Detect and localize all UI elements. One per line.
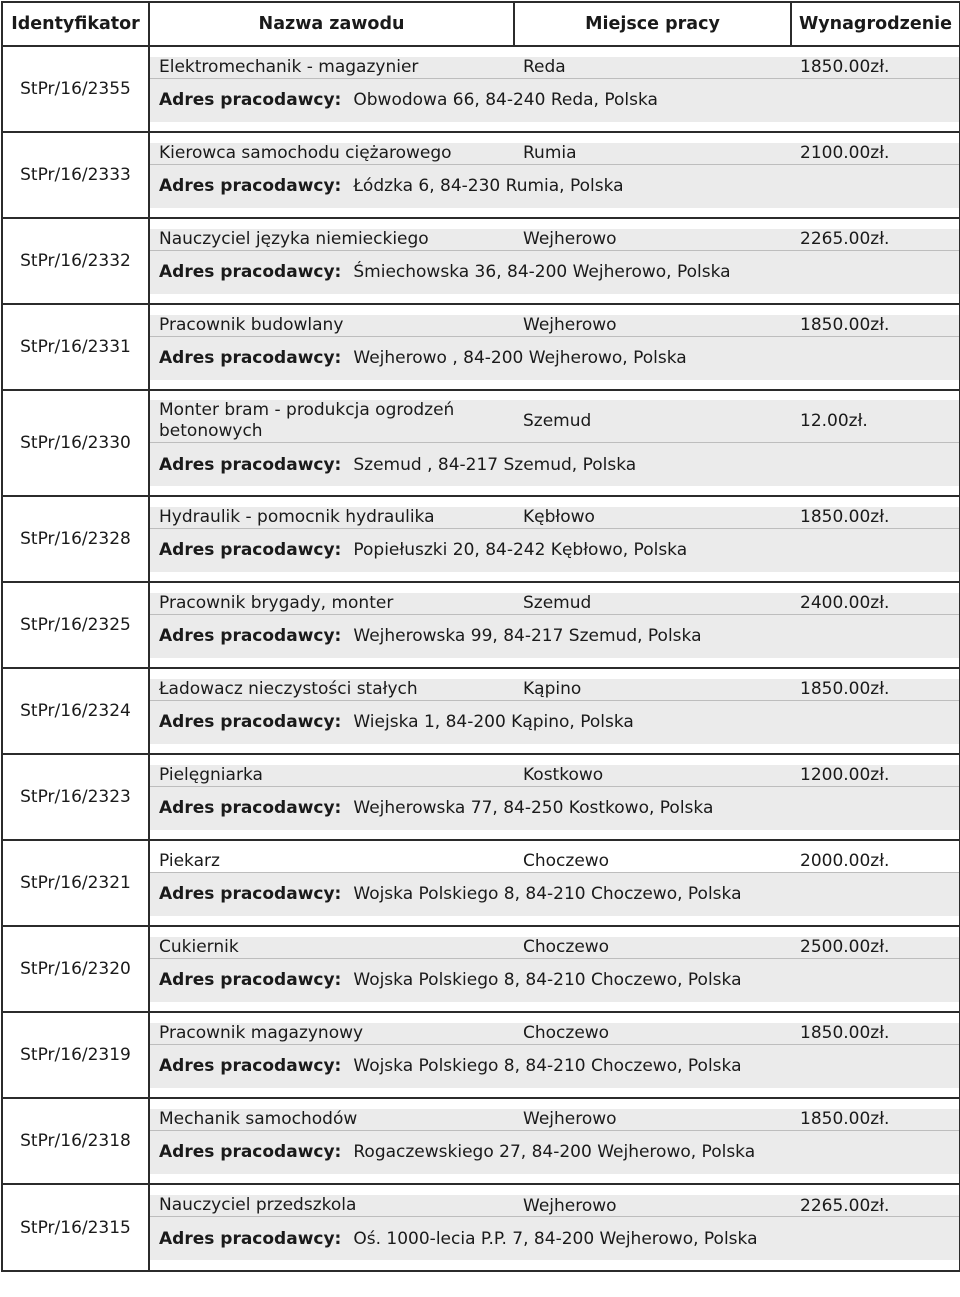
employer-address: Wejherowo , 84-200 Wejherowo, Polska	[353, 348, 687, 368]
address-label: Adres pracodawcy:	[159, 1142, 342, 1162]
employer-address: Popiełuszki 20, 84-242 Kębłowo, Polska	[353, 540, 688, 560]
job-name: Pielęgniarka	[159, 764, 263, 785]
offer-id: StPr/16/2328	[2, 496, 149, 582]
job-place: Choczewo	[523, 1023, 610, 1043]
employer-address: Wojska Polskiego 8, 84-210 Choczewo, Polska	[353, 884, 742, 904]
job-salary: 1850.00zł.	[800, 315, 890, 335]
offer-address-line	[150, 79, 959, 122]
offer-address-line	[150, 615, 959, 658]
table-row	[2, 304, 960, 390]
job-salary: 1850.00zł.	[800, 57, 890, 77]
job-salary: 1850.00zł.	[800, 679, 890, 699]
address-label: Adres pracodawcy:	[159, 90, 342, 110]
address-label: Adres pracodawcy:	[159, 454, 342, 475]
address-label: Adres pracodawcy:	[159, 176, 342, 196]
offer-details	[149, 926, 960, 1012]
job-salary: 2100.00zł.	[800, 143, 890, 163]
table-row	[2, 582, 960, 668]
header-place: Miejsce pracy	[514, 2, 791, 46]
header-salary: Wynagrodzenie	[791, 2, 960, 46]
job-salary: 1850.00zł.	[800, 1023, 890, 1043]
offer-address-line	[150, 1217, 959, 1260]
job-name: Pracownik budowlany	[159, 314, 344, 335]
offer-main-line	[150, 507, 959, 529]
offer-id: StPr/16/2331	[2, 304, 149, 390]
job-name: Monter bram - produkcja ogrodzeń betonowych	[159, 400, 455, 441]
job-place: Wejherowo	[523, 1195, 617, 1216]
job-salary: 2500.00zł.	[800, 937, 890, 957]
detail-block	[150, 143, 959, 208]
offer-main-line	[150, 765, 959, 787]
employer-address: Wojska Polskiego 8, 84-210 Choczewo, Polska	[353, 1056, 742, 1076]
job-name: Piekarz	[159, 850, 220, 871]
offer-id: StPr/16/2323	[2, 754, 149, 840]
address-label: Adres pracodawcy:	[159, 262, 342, 282]
table-row	[2, 390, 960, 496]
job-place: Choczewo	[523, 851, 610, 871]
offer-details	[149, 46, 960, 132]
table-row	[2, 1098, 960, 1184]
employer-address: Śmiechowska 36, 84-200 Wejherowo, Polska	[353, 262, 731, 282]
header-row	[2, 2, 960, 46]
offer-details	[149, 754, 960, 840]
offer-details	[149, 218, 960, 304]
detail-block	[150, 765, 959, 830]
table-row	[2, 840, 960, 926]
employer-address: Wiejska 1, 84-200 Kąpino, Polska	[353, 712, 634, 732]
address-label: Adres pracodawcy:	[159, 348, 342, 368]
offer-details	[149, 390, 960, 496]
offer-id: StPr/16/2355	[2, 46, 149, 132]
offer-address-line	[150, 1131, 959, 1174]
offer-main-line	[150, 400, 959, 443]
offer-main-line	[150, 593, 959, 615]
detail-block	[150, 507, 959, 572]
employer-address: Wejherowska 77, 84-250 Kostkowo, Polska	[353, 798, 714, 818]
detail-block	[150, 315, 959, 380]
job-place: Wejherowo	[523, 1109, 617, 1129]
offer-address-line	[150, 165, 959, 208]
detail-block	[150, 851, 959, 916]
address-label: Adres pracodawcy:	[159, 884, 342, 904]
offer-id: StPr/16/2319	[2, 1012, 149, 1098]
offer-address-line	[150, 529, 959, 572]
job-place: Kostkowo	[523, 765, 604, 785]
offer-details	[149, 1098, 960, 1184]
offer-address-line	[150, 1045, 959, 1088]
table-row	[2, 218, 960, 304]
job-place: Wejherowo	[523, 229, 617, 249]
table-row	[2, 496, 960, 582]
detail-block	[150, 57, 959, 122]
offer-main-line	[150, 937, 959, 959]
job-place: Szemud	[523, 593, 592, 613]
offer-details	[149, 840, 960, 926]
address-label: Adres pracodawcy:	[159, 1056, 342, 1076]
offer-id: StPr/16/2318	[2, 1098, 149, 1184]
employer-address: Oś. 1000-lecia P.P. 7, 84-200 Wejherowo, Polska	[353, 1228, 758, 1249]
offer-address-line	[150, 337, 959, 380]
employer-address: Rogaczewskiego 27, 84-200 Wejherowo, Polska	[353, 1142, 756, 1162]
offer-main-line	[150, 229, 959, 251]
employer-address: Szemud , 84-217 Szemud, Polska	[353, 454, 637, 475]
detail-block	[150, 1195, 959, 1260]
detail-block	[150, 229, 959, 294]
detail-block	[150, 400, 959, 486]
job-salary: 2265.00zł.	[800, 229, 890, 249]
offer-main-line	[150, 1109, 959, 1131]
job-place: Rumia	[523, 143, 577, 163]
offer-id: StPr/16/2332	[2, 218, 149, 304]
job-place: Kębłowo	[523, 507, 595, 527]
offer-address-line	[150, 701, 959, 744]
offer-details	[149, 1184, 960, 1271]
offer-details	[149, 304, 960, 390]
offer-main-line	[150, 143, 959, 165]
employer-address: Wojska Polskiego 8, 84-210 Choczewo, Polska	[353, 970, 742, 990]
address-label: Adres pracodawcy:	[159, 1228, 342, 1249]
offer-main-line	[150, 315, 959, 337]
detail-block	[150, 1109, 959, 1174]
offer-id: StPr/16/2321	[2, 840, 149, 926]
table-row	[2, 668, 960, 754]
address-label: Adres pracodawcy:	[159, 798, 342, 818]
job-salary: 2000.00zł.	[800, 851, 890, 871]
table-row	[2, 1012, 960, 1098]
detail-block	[150, 1023, 959, 1088]
table-row	[2, 46, 960, 132]
job-name: Pracownik brygady, monter	[159, 592, 394, 613]
job-salary: 1850.00zł.	[800, 507, 890, 527]
offer-details	[149, 668, 960, 754]
detail-block	[150, 593, 959, 658]
offer-main-line	[150, 1023, 959, 1045]
address-label: Adres pracodawcy:	[159, 540, 342, 560]
job-salary: 2400.00zł.	[800, 593, 890, 613]
offer-id: StPr/16/2320	[2, 926, 149, 1012]
offer-details	[149, 132, 960, 218]
offer-details	[149, 1012, 960, 1098]
employer-address: Łódzka 6, 84-230 Rumia, Polska	[353, 176, 624, 196]
job-name: Elektromechanik - magazynier	[159, 56, 419, 77]
job-name: Kierowca samochodu ciężarowego	[159, 142, 452, 163]
offer-address-line	[150, 443, 959, 486]
job-place: Kąpino	[523, 679, 582, 699]
offer-details	[149, 496, 960, 582]
job-offers-table	[1, 1, 960, 1272]
address-label: Adres pracodawcy:	[159, 712, 342, 732]
offer-id: StPr/16/2325	[2, 582, 149, 668]
job-name: Cukiernik	[159, 936, 239, 957]
detail-block	[150, 679, 959, 744]
address-label: Adres pracodawcy:	[159, 626, 342, 646]
job-salary: 1200.00zł.	[800, 765, 890, 785]
offer-address-line	[150, 873, 959, 916]
table-row	[2, 754, 960, 840]
job-place: Szemud	[523, 411, 592, 431]
offer-main-line	[150, 851, 959, 873]
job-name: Mechanik samochodów	[159, 1108, 358, 1129]
job-name: Ładowacz nieczystości stałych	[159, 678, 418, 699]
job-name: Nauczyciel języka niemieckiego	[159, 228, 429, 249]
offer-main-line	[150, 679, 959, 701]
job-place: Wejherowo	[523, 315, 617, 335]
offer-address-line	[150, 787, 959, 830]
job-rows	[2, 46, 960, 1271]
offer-address-line	[150, 959, 959, 1002]
job-name: Hydraulik - pomocnik hydraulika	[159, 506, 435, 527]
offer-id: StPr/16/2333	[2, 132, 149, 218]
header-name: Nazwa zawodu	[149, 2, 514, 46]
job-salary: 2265.00zł.	[800, 1195, 890, 1216]
job-salary: 1850.00zł.	[800, 1109, 890, 1129]
offer-id: StPr/16/2324	[2, 668, 149, 754]
header-id: Identyfikator	[2, 2, 149, 46]
employer-address: Obwodowa 66, 84-240 Reda, Polska	[353, 90, 658, 110]
employer-address: Wejherowska 99, 84-217 Szemud, Polska	[353, 626, 702, 646]
job-name: Pracownik magazynowy	[159, 1022, 364, 1043]
address-label: Adres pracodawcy:	[159, 970, 342, 990]
table-row	[2, 132, 960, 218]
offer-main-line	[150, 57, 959, 79]
offer-main-line	[150, 1195, 959, 1217]
offer-id: StPr/16/2330	[2, 390, 149, 496]
table-row	[2, 1184, 960, 1271]
table-row	[2, 926, 960, 1012]
job-name: Nauczyciel przedszkola	[159, 1195, 357, 1215]
job-place: Reda	[523, 57, 566, 77]
detail-block	[150, 937, 959, 1002]
offer-address-line	[150, 251, 959, 294]
job-salary: 12.00zł.	[800, 411, 868, 431]
offer-details	[149, 582, 960, 668]
job-place: Choczewo	[523, 937, 610, 957]
offer-id: StPr/16/2315	[2, 1184, 149, 1271]
